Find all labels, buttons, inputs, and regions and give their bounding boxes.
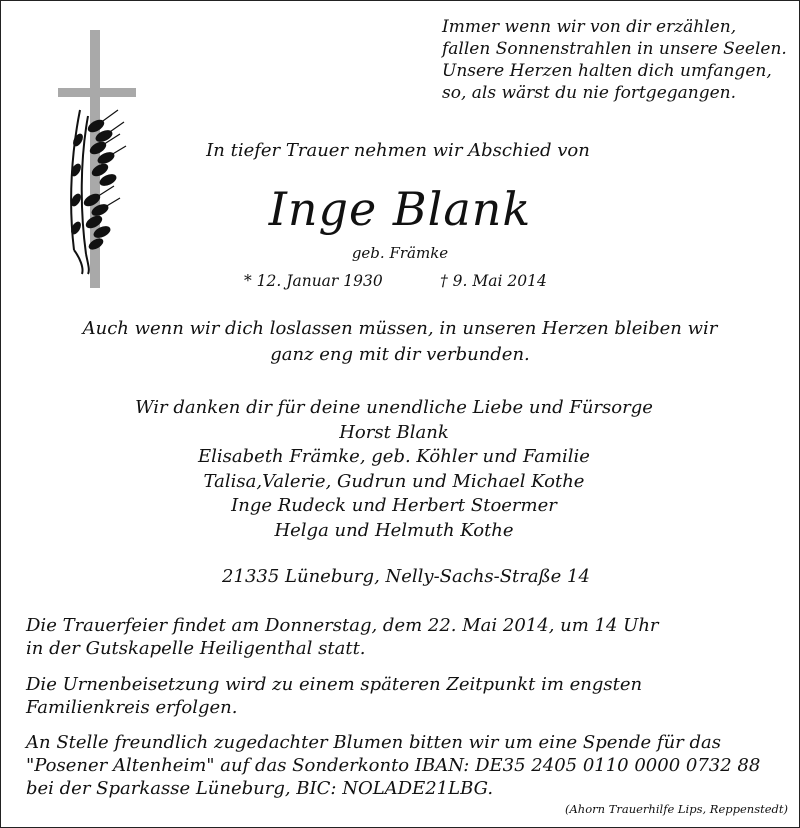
mourner-name: Inge Rudeck und Herbert Stoermer (231, 495, 557, 516)
poem (442, 16, 787, 104)
notice-line: Die Trauerfeier findet am Donnerstag, dem 22. Mai 2014, um 14 Uhr (26, 615, 659, 636)
donation-notice (26, 731, 786, 800)
poem-line: Immer wenn wir von dir erzählen, (442, 17, 737, 37)
intro-text: In tiefer Trauer nehmen wir Abschied von (206, 140, 590, 161)
urn-notice (26, 673, 786, 719)
notice-line: Familienkreis erfolgen. (26, 697, 238, 718)
death-date: † 9. Mai 2014 (440, 272, 547, 290)
quote-line: ganz eng mit dir verbunden. (270, 344, 530, 365)
mourner-name: Helga und Helmuth Kothe (274, 519, 514, 541)
mourners-list (0, 396, 794, 543)
thanks-line: Wir danken dir für deine unendliche Liebe und Fürsorge (135, 397, 653, 418)
address: 21335 Lüneburg, Nelly-Sachs-Straße 14 (222, 566, 590, 587)
notice-line: An Stelle freundlich zugedachter Blumen bitten wir um eine Spende für das (26, 732, 721, 753)
funeral-notice (26, 614, 786, 660)
quote (0, 316, 800, 368)
mourner-name: Elisabeth Främke, geb. Köhler und Familie (198, 446, 590, 467)
notice-line: in der Gutskapelle Heiligenthal statt. (26, 638, 366, 659)
birth-date: * 12. Januar 1930 (244, 272, 383, 290)
mourner-name: Horst Blank (339, 421, 449, 443)
mourner-name: Talisa,Valerie, Gudrun und Michael Kothe (203, 470, 585, 492)
poem-line: Unsere Herzen halten dich umfangen, (442, 61, 772, 81)
poem-line: so, als wärst du nie fortgegangen. (442, 83, 737, 103)
maiden-name: geb. Främke (351, 244, 449, 262)
notice-line: Die Urnenbeisetzung wird zu einem späteren Zeitpunkt im engsten (26, 674, 643, 695)
deceased-name: Inge Blank (268, 182, 532, 236)
funeral-home-credit: (Ahorn Trauerhilfe Lips, Reppenstedt) (565, 802, 788, 816)
notice-line: bei der Sparkasse Lüneburg, BIC: NOLADE21LBG. (26, 778, 494, 799)
quote-line: Auch wenn wir dich loslassen müssen, in unseren Herzen bleiben wir (82, 318, 718, 339)
notice-line: "Posener Altenheim" auf das Sonderkonto IBAN: DE35 2405 0110 0000 0732 88 (26, 755, 761, 776)
poem-line: fallen Sonnenstrahlen in unsere Seelen. (442, 39, 787, 59)
